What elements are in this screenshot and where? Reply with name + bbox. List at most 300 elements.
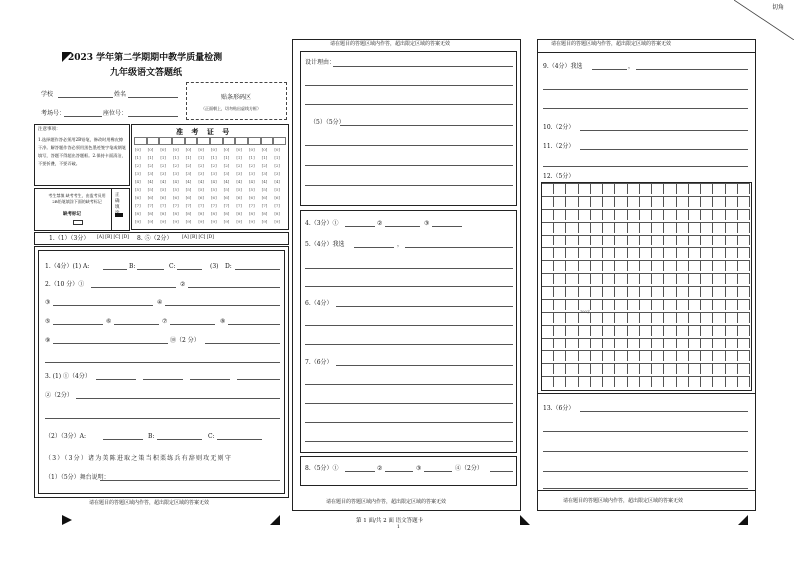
- id-bubble[interactable]: [3]: [160, 171, 166, 176]
- writing-square[interactable]: [726, 273, 738, 284]
- writing-square[interactable]: [603, 235, 615, 246]
- writing-square[interactable]: [603, 222, 615, 233]
- writing-square[interactable]: [726, 183, 738, 194]
- writing-square[interactable]: [591, 260, 603, 271]
- writing-square[interactable]: [579, 209, 591, 220]
- writing-square[interactable]: [738, 235, 750, 246]
- writing-square[interactable]: [677, 222, 689, 233]
- writing-square[interactable]: [677, 209, 689, 220]
- writing-square[interactable]: [664, 260, 676, 271]
- id-bubble[interactable]: [7]: [274, 203, 280, 208]
- writing-square[interactable]: [677, 183, 689, 194]
- writing-square[interactable]: [664, 273, 676, 284]
- writing-square[interactable]: [726, 196, 738, 207]
- id-bubble[interactable]: [8]: [274, 211, 280, 216]
- id-bubble[interactable]: [3]: [147, 171, 154, 176]
- q5-choice-field[interactable]: [354, 247, 394, 248]
- composition-grid[interactable]: [541, 182, 752, 391]
- id-bubble[interactable]: [7]: [236, 203, 242, 208]
- writing-square[interactable]: [603, 286, 615, 297]
- writing-square[interactable]: [738, 260, 750, 271]
- writing-square[interactable]: [566, 235, 578, 246]
- id-bubble[interactable]: [1]: [173, 155, 179, 160]
- q11-line-2[interactable]: [543, 166, 748, 167]
- writing-square[interactable]: [701, 235, 713, 246]
- writing-square[interactable]: [603, 247, 615, 258]
- id-bubble[interactable]: [9]: [249, 219, 255, 224]
- writing-square[interactable]: [677, 325, 689, 336]
- writing-square[interactable]: [591, 376, 603, 387]
- writing-square[interactable]: [726, 247, 738, 258]
- id-bubble[interactable]: [2]: [185, 163, 192, 168]
- id-bubble[interactable]: [8]: [249, 211, 255, 216]
- q11-field[interactable]: [580, 149, 748, 150]
- writing-square[interactable]: [640, 273, 652, 284]
- id-bubble[interactable]: [2]: [135, 163, 141, 168]
- id-bubble[interactable]: [3]: [185, 171, 192, 176]
- id-bubble[interactable]: [1]: [160, 155, 166, 160]
- writing-square[interactable]: [677, 299, 689, 310]
- writing-square[interactable]: [689, 209, 701, 220]
- id-bubble[interactable]: [9]: [223, 219, 230, 224]
- writing-square[interactable]: [726, 338, 738, 349]
- writing-square[interactable]: [579, 286, 591, 297]
- id-bubble[interactable]: [0]: [236, 147, 242, 152]
- q3-2b-field[interactable]: [157, 439, 202, 440]
- id-bubble[interactable]: [1]: [236, 155, 242, 160]
- writing-square[interactable]: [615, 338, 627, 349]
- writing-square[interactable]: [554, 376, 566, 387]
- id-bubble[interactable]: [7]: [185, 203, 192, 208]
- id-bubble[interactable]: [1]: [223, 155, 230, 160]
- writing-square[interactable]: [591, 363, 603, 374]
- writing-square[interactable]: [713, 260, 725, 271]
- id-bubble[interactable]: [5]: [198, 187, 204, 192]
- writing-square[interactable]: [640, 222, 652, 233]
- q9-line-3[interactable]: [543, 108, 748, 109]
- writing-square[interactable]: [579, 299, 591, 310]
- writing-square[interactable]: [615, 363, 627, 374]
- writing-square[interactable]: [738, 299, 750, 310]
- writing-square[interactable]: [554, 196, 566, 207]
- writing-square[interactable]: [689, 312, 701, 323]
- q3-1-field-1[interactable]: [96, 379, 136, 380]
- writing-square[interactable]: [554, 286, 566, 297]
- writing-square[interactable]: [542, 299, 554, 310]
- id-bubble[interactable]: [8]: [261, 211, 268, 216]
- writing-square[interactable]: [603, 350, 615, 361]
- id-bubble[interactable]: [8]: [211, 211, 217, 216]
- id-bubble[interactable]: [3]: [249, 171, 255, 176]
- writing-square[interactable]: [554, 363, 566, 374]
- id-bubble[interactable]: [5]: [274, 187, 280, 192]
- id-bubble[interactable]: [4]: [223, 179, 230, 184]
- writing-square[interactable]: [640, 312, 652, 323]
- writing-square[interactable]: [664, 299, 676, 310]
- q3-2c-field[interactable]: [217, 439, 262, 440]
- writing-square[interactable]: [713, 273, 725, 284]
- q2-2-field[interactable]: [188, 287, 280, 288]
- writing-square[interactable]: [664, 312, 676, 323]
- id-bubble[interactable]: [8]: [160, 211, 166, 216]
- writing-square[interactable]: [689, 325, 701, 336]
- writing-square[interactable]: [713, 235, 725, 246]
- id-digit-box[interactable]: [223, 137, 236, 145]
- writing-square[interactable]: [615, 260, 627, 271]
- q3-1-field-4[interactable]: [237, 379, 280, 380]
- writing-square[interactable]: [566, 247, 578, 258]
- id-bubble[interactable]: [6]: [185, 195, 192, 200]
- writing-square[interactable]: [554, 247, 566, 258]
- id-bubble[interactable]: [0]: [198, 147, 204, 152]
- writing-square[interactable]: [566, 183, 578, 194]
- writing-square[interactable]: [579, 273, 591, 284]
- id-bubble[interactable]: [8]: [173, 211, 179, 216]
- writing-square[interactable]: [713, 209, 725, 220]
- writing-square[interactable]: [652, 222, 664, 233]
- writing-square[interactable]: [566, 286, 578, 297]
- q8-2-field[interactable]: [385, 471, 413, 472]
- writing-square[interactable]: [664, 183, 676, 194]
- q5a-line-2[interactable]: [305, 145, 513, 146]
- writing-square[interactable]: [628, 183, 640, 194]
- id-bubble[interactable]: [5]: [236, 187, 242, 192]
- writing-square[interactable]: [542, 260, 554, 271]
- writing-square[interactable]: [554, 222, 566, 233]
- q3-4-field[interactable]: [100, 480, 280, 481]
- writing-square[interactable]: [628, 299, 640, 310]
- q5-field[interactable]: [405, 247, 513, 248]
- id-bubble[interactable]: [2]: [147, 163, 154, 168]
- q13-line-3[interactable]: [543, 451, 748, 452]
- id-bubble[interactable]: [4]: [211, 179, 217, 184]
- writing-square[interactable]: [701, 299, 713, 310]
- writing-square[interactable]: [726, 299, 738, 310]
- writing-square[interactable]: [738, 273, 750, 284]
- writing-square[interactable]: [701, 273, 713, 284]
- writing-square[interactable]: [615, 273, 627, 284]
- id-bubble[interactable]: [0]: [147, 147, 154, 152]
- writing-square[interactable]: [689, 235, 701, 246]
- writing-square[interactable]: [542, 325, 554, 336]
- writing-square[interactable]: [652, 196, 664, 207]
- writing-square[interactable]: [713, 376, 725, 387]
- writing-square[interactable]: [640, 299, 652, 310]
- id-bubble[interactable]: [5]: [135, 187, 141, 192]
- q2-6-field[interactable]: [114, 324, 159, 325]
- writing-square[interactable]: [566, 209, 578, 220]
- q5a-line-3[interactable]: [305, 165, 513, 166]
- id-digit-box[interactable]: [185, 137, 198, 145]
- name-field[interactable]: [128, 97, 178, 98]
- writing-square[interactable]: [591, 325, 603, 336]
- id-bubble[interactable]: [6]: [249, 195, 255, 200]
- writing-square[interactable]: [701, 209, 713, 220]
- id-digit-box[interactable]: [147, 137, 160, 145]
- id-bubble[interactable]: [0]: [261, 147, 268, 152]
- writing-square[interactable]: [591, 286, 603, 297]
- writing-square[interactable]: [640, 235, 652, 246]
- writing-square[interactable]: [677, 350, 689, 361]
- writing-square[interactable]: [542, 209, 554, 220]
- design-line-2[interactable]: [305, 85, 513, 86]
- id-bubble[interactable]: [6]: [147, 195, 154, 200]
- writing-square[interactable]: [664, 350, 676, 361]
- writing-square[interactable]: [579, 325, 591, 336]
- writing-square[interactable]: [652, 273, 664, 284]
- writing-square[interactable]: [701, 183, 713, 194]
- writing-square[interactable]: [554, 235, 566, 246]
- writing-square[interactable]: [713, 196, 725, 207]
- id-bubble[interactable]: [7]: [223, 203, 230, 208]
- writing-square[interactable]: [652, 338, 664, 349]
- id-bubble[interactable]: [1]: [261, 155, 268, 160]
- writing-square[interactable]: [628, 273, 640, 284]
- id-bubble[interactable]: [6]: [274, 195, 280, 200]
- writing-square[interactable]: [677, 235, 689, 246]
- q1-4-b-field[interactable]: [137, 269, 164, 270]
- writing-square[interactable]: [738, 363, 750, 374]
- id-bubble[interactable]: [5]: [211, 187, 217, 192]
- q2-extra-line[interactable]: [45, 362, 280, 363]
- id-bubble[interactable]: [3]: [236, 171, 242, 176]
- writing-square[interactable]: [701, 325, 713, 336]
- q6-line-3[interactable]: [305, 344, 513, 345]
- id-bubble[interactable]: [1]: [274, 155, 280, 160]
- writing-square[interactable]: [664, 196, 676, 207]
- writing-square[interactable]: [591, 350, 603, 361]
- id-bubble[interactable]: [3]: [173, 171, 179, 176]
- id-bubble[interactable]: [7]: [249, 203, 255, 208]
- writing-square[interactable]: [652, 350, 664, 361]
- id-bubble[interactable]: [4]: [261, 179, 268, 184]
- writing-square[interactable]: [640, 260, 652, 271]
- writing-square[interactable]: [677, 196, 689, 207]
- exam-room-field[interactable]: [64, 116, 102, 117]
- q2-5-field[interactable]: [53, 324, 103, 325]
- writing-square[interactable]: [628, 350, 640, 361]
- writing-square[interactable]: [591, 247, 603, 258]
- id-bubble[interactable]: [9]: [160, 219, 166, 224]
- writing-square[interactable]: [615, 235, 627, 246]
- id-bubble[interactable]: [0]: [223, 147, 230, 152]
- writing-square[interactable]: [603, 260, 615, 271]
- id-bubble[interactable]: [9]: [211, 219, 217, 224]
- q2-4-field[interactable]: [165, 305, 280, 306]
- writing-square[interactable]: [566, 350, 578, 361]
- writing-square[interactable]: [603, 312, 615, 323]
- writing-square[interactable]: [579, 376, 591, 387]
- writing-square[interactable]: [664, 286, 676, 297]
- id-bubble[interactable]: [9]: [185, 219, 192, 224]
- id-bubble[interactable]: [6]: [173, 195, 179, 200]
- writing-square[interactable]: [542, 312, 554, 323]
- writing-square[interactable]: [542, 286, 554, 297]
- id-bubble[interactable]: [2]: [198, 163, 204, 168]
- writing-square[interactable]: [701, 260, 713, 271]
- writing-square[interactable]: [713, 299, 725, 310]
- id-bubble[interactable]: [3]: [211, 171, 217, 176]
- writing-square[interactable]: [554, 209, 566, 220]
- id-bubble[interactable]: [4]: [236, 179, 242, 184]
- writing-square[interactable]: [726, 363, 738, 374]
- q3-2-field-2[interactable]: [45, 418, 280, 419]
- writing-square[interactable]: [579, 183, 591, 194]
- id-bubble[interactable]: [0]: [274, 147, 280, 152]
- writing-square[interactable]: [566, 222, 578, 233]
- writing-square[interactable]: [603, 209, 615, 220]
- writing-square[interactable]: [677, 260, 689, 271]
- writing-square[interactable]: [579, 222, 591, 233]
- id-bubble[interactable]: [8]: [236, 211, 242, 216]
- writing-square[interactable]: [542, 247, 554, 258]
- id-bubble[interactable]: [2]: [160, 163, 166, 168]
- q1-4-a-field[interactable]: [103, 269, 127, 270]
- writing-square[interactable]: [738, 196, 750, 207]
- id-bubble[interactable]: [7]: [198, 203, 204, 208]
- writing-square[interactable]: [689, 350, 701, 361]
- writing-square[interactable]: [591, 209, 603, 220]
- writing-square[interactable]: [689, 273, 701, 284]
- id-bubble[interactable]: [5]: [249, 187, 255, 192]
- writing-square[interactable]: [689, 338, 701, 349]
- id-bubble[interactable]: [8]: [185, 211, 192, 216]
- writing-square[interactable]: [579, 235, 591, 246]
- writing-square[interactable]: [677, 247, 689, 258]
- writing-square[interactable]: [677, 376, 689, 387]
- writing-square[interactable]: [726, 222, 738, 233]
- q5a-line-4[interactable]: [305, 185, 513, 186]
- writing-square[interactable]: [713, 247, 725, 258]
- writing-square[interactable]: [542, 350, 554, 361]
- writing-square[interactable]: [628, 209, 640, 220]
- exam-id-grid[interactable]: [134, 137, 286, 227]
- writing-square[interactable]: [603, 376, 615, 387]
- writing-square[interactable]: [726, 209, 738, 220]
- id-bubble[interactable]: [3]: [198, 171, 204, 176]
- writing-square[interactable]: [603, 273, 615, 284]
- writing-square[interactable]: [726, 235, 738, 246]
- writing-square[interactable]: [738, 376, 750, 387]
- writing-square[interactable]: [603, 325, 615, 336]
- writing-square[interactable]: [726, 325, 738, 336]
- id-bubble[interactable]: [0]: [173, 147, 179, 152]
- writing-square[interactable]: [603, 183, 615, 194]
- id-bubble[interactable]: [1]: [135, 155, 141, 160]
- writing-square[interactable]: [726, 350, 738, 361]
- writing-square[interactable]: [689, 299, 701, 310]
- writing-square[interactable]: [726, 312, 738, 323]
- writing-square[interactable]: [591, 235, 603, 246]
- writing-square[interactable]: [652, 312, 664, 323]
- id-bubble[interactable]: [6]: [223, 195, 230, 200]
- writing-square[interactable]: [628, 363, 640, 374]
- writing-square[interactable]: [689, 376, 701, 387]
- writing-square[interactable]: [554, 299, 566, 310]
- writing-square[interactable]: [652, 299, 664, 310]
- writing-square[interactable]: [664, 247, 676, 258]
- writing-square[interactable]: [652, 363, 664, 374]
- writing-square[interactable]: [566, 312, 578, 323]
- writing-square[interactable]: [591, 222, 603, 233]
- writing-square[interactable]: [628, 376, 640, 387]
- writing-square[interactable]: [579, 196, 591, 207]
- q2-1-field[interactable]: [91, 287, 176, 288]
- design-field[interactable]: [333, 66, 513, 67]
- q13-line-2[interactable]: [543, 431, 748, 432]
- id-bubble[interactable]: [1]: [185, 155, 192, 160]
- writing-square[interactable]: [689, 247, 701, 258]
- writing-square[interactable]: [738, 247, 750, 258]
- q4-3-field[interactable]: [432, 226, 462, 227]
- writing-square[interactable]: [664, 363, 676, 374]
- writing-square[interactable]: [738, 222, 750, 233]
- writing-square[interactable]: [713, 286, 725, 297]
- writing-square[interactable]: [664, 235, 676, 246]
- writing-square[interactable]: [566, 363, 578, 374]
- writing-square[interactable]: [640, 209, 652, 220]
- id-bubble[interactable]: [2]: [223, 163, 230, 168]
- writing-square[interactable]: [554, 325, 566, 336]
- id-bubble[interactable]: [4]: [249, 179, 255, 184]
- writing-square[interactable]: [664, 222, 676, 233]
- writing-square[interactable]: [713, 350, 725, 361]
- writing-square[interactable]: [615, 222, 627, 233]
- id-bubble[interactable]: [2]: [236, 163, 242, 168]
- writing-square[interactable]: [738, 312, 750, 323]
- id-bubble[interactable]: [6]: [211, 195, 217, 200]
- writing-square[interactable]: [713, 363, 725, 374]
- writing-square[interactable]: [542, 338, 554, 349]
- id-bubble[interactable]: [7]: [211, 203, 217, 208]
- q1-options[interactable]: [A] [B] [C] [D]: [97, 235, 129, 240]
- q3-2a-field[interactable]: [103, 439, 143, 440]
- writing-square[interactable]: [615, 299, 627, 310]
- q5-line-2[interactable]: [305, 268, 513, 269]
- q8-1-field[interactable]: [345, 471, 375, 472]
- writing-square[interactable]: [542, 235, 554, 246]
- id-bubble[interactable]: [4]: [185, 179, 192, 184]
- writing-square[interactable]: [554, 183, 566, 194]
- writing-square[interactable]: [652, 376, 664, 387]
- writing-square[interactable]: [652, 260, 664, 271]
- id-bubble[interactable]: [5]: [147, 187, 154, 192]
- id-bubble[interactable]: [6]: [236, 195, 242, 200]
- writing-square[interactable]: [701, 196, 713, 207]
- id-bubble[interactable]: [9]: [236, 219, 242, 224]
- q8-options[interactable]: [A] [B] [C] [D]: [182, 235, 214, 240]
- writing-square[interactable]: [628, 222, 640, 233]
- writing-square[interactable]: [726, 260, 738, 271]
- q2-7-field[interactable]: [170, 324, 215, 325]
- id-bubble[interactable]: [2]: [261, 163, 268, 168]
- writing-square[interactable]: [701, 312, 713, 323]
- q3-2-field[interactable]: [76, 398, 280, 399]
- writing-square[interactable]: [603, 196, 615, 207]
- id-digit-box[interactable]: [172, 137, 185, 145]
- writing-square[interactable]: [713, 222, 725, 233]
- writing-square[interactable]: [738, 325, 750, 336]
- id-bubble[interactable]: [8]: [198, 211, 204, 216]
- writing-square[interactable]: [566, 196, 578, 207]
- q7-line-3[interactable]: [305, 403, 513, 404]
- writing-square[interactable]: [640, 325, 652, 336]
- writing-square[interactable]: [554, 260, 566, 271]
- id-bubble[interactable]: [4]: [173, 179, 179, 184]
- q9-line-2[interactable]: [543, 89, 748, 90]
- writing-square[interactable]: [554, 338, 566, 349]
- writing-square[interactable]: [628, 247, 640, 258]
